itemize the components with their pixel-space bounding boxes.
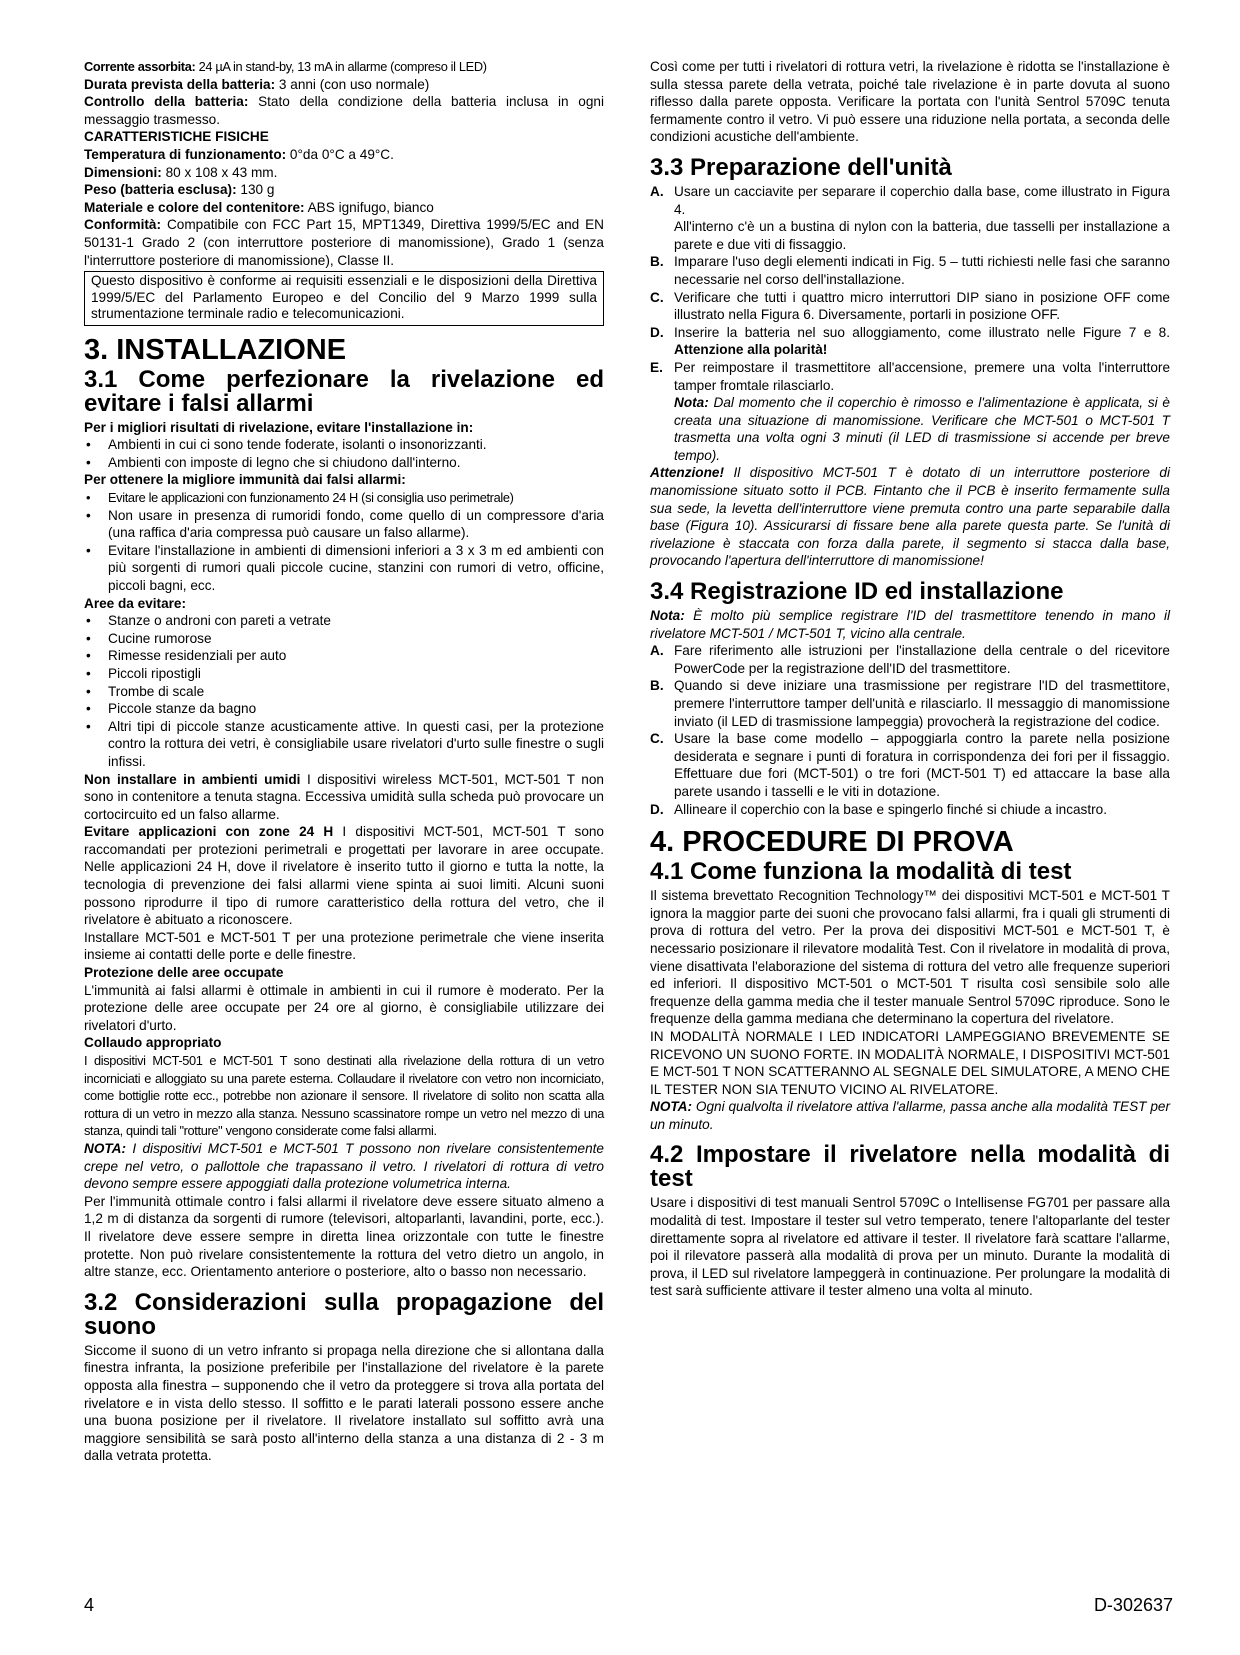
- caps-paragraph: IN MODALITÀ NORMALE I LED INDICATORI LAMPEGGIANO BREVEMENTE SE RICEVONO UN SUONO FORTE. IN MODALITÀ NORMALE, I DISPOSITIVI MCT-501 E MCT-501 T NON SCATTERANNO AL SEGNALE DEL SIMULATORE, A MENO CHE IL TESTER NON SIA TENUTO VICINO AL RIVELATORE.: [650, 1028, 1170, 1097]
- zones-paragraph: Evitare applicazioni con zone 24 H I dispositivi MCT-501, MCT-501 T sono raccomandati per protezioni perimetrali e progettati per lavorare in aree occupate. Nelle applicazioni 24 H, dove il rivelatore è inserito tutto il giorno e tutta la notte, la tecnologia di prevenzione dei falsi allarmi viene spinta ai suoi limiti. Alcuni suoni possono riprodurre il tipo di rumore caratteristico della rottura del vetro, che il rivelatore è abituato a riconoscere.: [84, 824, 604, 928]
- list-item: D. Inserire la batteria nel suo alloggiamento, come illustrato nelle Figure 7 e 8. Attenzione alla polarità!: [650, 324, 1170, 358]
- list-item: • Ambienti in cui ci sono tende foderate, isolanti o insonorizzanti.: [84, 436, 604, 454]
- list-item: • Altri tipi di piccole stanze acusticamente attive. In questi casi, per la protezione contro la rottura dei vetri, è consigliabile usare rivelatori d'urto sulle finestre o sugli infissi.: [84, 718, 604, 771]
- heading-procedure: 4. PROCEDURE DI PROVA: [650, 826, 1014, 859]
- list-item: D. Allineare il coperchio con la base e spingerlo finché si chiude a incastro.: [650, 801, 1107, 817]
- areas-list: [84, 612, 604, 770]
- areas-title: Aree da evitare:: [84, 595, 187, 611]
- spec-conformity: Conformità: Compatibile con FCC Part 15, MPT1349, Direttiva 1999/5/EC and EN 50131-1 Grado 2 (con interruttore posteriore di manomissione), Grado 1 (senza l'interruttore posteriore di manomissione), Classe II.: [84, 217, 604, 268]
- heading-installazione: 3. INSTALLAZIONE: [84, 333, 347, 366]
- avoid-title: Per i migliori risultati di rivelazione, evitare l'installazione in:: [84, 419, 474, 435]
- list-item: • Stanze o androni con pareti a vetrate: [84, 612, 604, 630]
- occupied-paragraph: L'immunità ai falsi allarmi è ottimale in ambienti in cui il rumore è moderato. Per la protezione delle aree occupate per 24 ore al giorno, è consigliabile utilizzare dei rivelatori d'urto.: [84, 982, 604, 1033]
- nota2-paragraph: NOTA: Ogni qualvolta il rivelatore attiva l'allarme, passa anche alla modalità TEST per un minuto.: [650, 1099, 1170, 1132]
- occupied-title: Protezione delle aree occupate: [84, 965, 284, 981]
- heading-3-2: 3.2 Considerazioni sulla propagazione del suono: [84, 1288, 604, 1340]
- physical-title: CARATTERISTICHE FISICHE: [84, 129, 269, 145]
- list-item: • Evitare le applicazioni con funzionamento 24 H (si consiglia uso perimetrale): [84, 489, 604, 507]
- spec-battery-life: Durata prevista della batteria: 3 anni (con uso normale): [84, 76, 430, 92]
- list-item: A. Fare riferimento alle istruzioni per l'installazione della centrale o del ricevitore PowerCode per la registrazione dell'ID del trasmettitore.: [650, 643, 1170, 676]
- left-column: [84, 58, 604, 1465]
- heading-3-1: 3.1 Come perfezionare la rivelazione ed evitare i falsi allarmi: [84, 365, 604, 417]
- humid-paragraph: Non installare in ambienti umidi I dispositivi wireless MCT-501, MCT-501 T non sono in contenitore a tenuta stagna. Eccessiva umidità sulla scheda può provocare un cortocircuito ed un falso allarme.: [84, 771, 604, 822]
- nota-paragraph: NOTA: I dispositivi MCT-501 e MCT-501 T possono non rivelare consistentemente crepe nel vetro, o pallottole che trapassano il vetro. I rivelatori di rottura di vetro devono sempre essere appoggiati dalla protezione volumetrica interna.: [84, 1140, 604, 1192]
- list-item: • Rimesse residenziali per auto: [84, 647, 604, 665]
- sound-paragraph: Siccome il suono di un vetro infranto si propaga nella direzione che si allontana dalla finestra infranta, la posizione preferibile per l'installazione del rivelatore è la parete opposta alla finestra – supponendo che il vetro da proteggere si trova alla portata del rivelatore e in vista dello stesso. Il soffitto e le parati laterali possono essere anche una buona posizione per il rivelatore. Il rivelatore installato sul soffitto avrà una maggiore sensibilità se sarà posto all'interno della stanza a una distanza di 2 - 3 m dalla vetrata protetta.: [84, 1342, 604, 1464]
- list-item: • Piccoli ripostigli: [84, 665, 604, 683]
- test-paragraph: I dispositivi MCT-501 e MCT-501 T sono destinati alla rivelazione della rottura di un vetro incorniciati e alloggiato su una parete esterna. Collaudare il rivelatore con vetro non incorniciato, come bottiglie rotte ecc., potrebbe non azionare il sensore. Il rivelatore di solito non scatta alla rottura di un vetro in mezzo alla stanza. Nessuno scassinatore rompe un vetro nel mezzo di una stanza, quindi tali "rotture" vengono considerate come falsi allarmi.: [84, 1053, 604, 1139]
- preparation-list: [650, 183, 1170, 465]
- intro-paragraph: Così come per tutti i rivelatori di rottura vetri, la rivelazione è ridotta se l'installazione è sulla stessa parete della vetrata, poiché tale rivelazione è in parte dovuta al suono riflesso dalla parete opposta. Verificare la portata con l'unità Sentrol 5709C tenuta fermamente contro il vetro. Vi può essere una riduzione nella portata, a seconda delle condizioni acustiche dell'ambiente.: [650, 59, 1170, 145]
- spec-battery-check: Controllo della batteria: Stato della condizione della batteria inclusa in ogni messaggio trasmesso.: [84, 94, 604, 127]
- spec-material: Materiale e colore del contenitore: ABS ignifugo, bianco: [84, 199, 434, 215]
- test-mode-paragraph: Il sistema brevettato Recognition Technology™ dei dispositivi MCT-501 e MCT-501 T ignora la maggior parte dei suoni che provocano falsi allarmi, fra i quali gli strumenti di prova di rottura del vetro. Per la prova dei dispositivi MCT-501 e MCT-501 T, è necessario posizionare il rilevatore modalità Test. Con il rivelatore in modalità di prova, viene disattivata l'elaborazione del sistema di rottura del vetro alle frequenze superiori ed inferiori. Il dispositivo MCT-501 o MCT-501 T risulta così sensibile solo alle frequenze della gamma media che il tester manuale Sentrol 5709C riproduce. Sono le frequenze della gamma mediana che determinano la copertura del rivelatore.: [650, 888, 1170, 1027]
- test-title: Collaudo appropriato: [84, 1035, 222, 1051]
- list-item: B. Quando si deve iniziare una trasmissione per registrare l'ID del trasmettitore, premere l'interruttore tamper dell'unità e rilasciarlo. Il messaggio di manomissione inviato (il LED di trasmissione lampeggia) provocherà la registrazione del codice.: [650, 678, 1170, 729]
- registration-list: [650, 642, 1170, 818]
- list-item: C. Usare la base come modello – appoggiarla contro la parete nella posizione desiderata e segnare i punti di foratura in corrispondenza dei fori per il fissaggio. Effettuare due fori (MCT-501) o tre fori (MCT-501 T) ed attaccare la base alla parete usando i tasselli e le viti in dotazione.: [650, 731, 1170, 799]
- spec-weight: Peso (batteria esclusa): 130 g: [84, 182, 275, 198]
- immunity-paragraph: Per l'immunità ottimale contro i falsi allarmi il rivelatore deve essere situato almeno a 1,2 m di distanza da sorgenti di rumore (televisori, altoparlanti, lavandini, porte, ecc.). Il rivelatore deve essere sempre in diretta linea orizzontale con tutte le finestre protette. Non può rivelare consistentemente la rottura del vetro dietro un angolo, in altre stanze, ecc. Orientamento anteriore o posteriore, alto o basso non necessario.: [84, 1193, 604, 1280]
- set-test-paragraph: Usare i dispositivi di test manuali Sentrol 5709C o Intellisense FG701 per passare alla modalità di test. Impostare il tester sul vetro temperato, tenere l'altoparlante del tester direttamente sopra al rivelatore ed attivare il tester. Il rivelatore farà scattare l'allarme, poi il rilevatore passerà alla modalità di prova per un minuto. Durante la modalità di prova, il LED sul rivelatore lampeggerà in continuazione. Per prolungare la modalità di test sarà sufficiente attivare il tester almeno una volta al minuto.: [650, 1195, 1170, 1299]
- heading-4-1: 4.1 Come funziona la modalità di test: [650, 858, 1072, 886]
- list-item: • Piccole stanze da bagno: [84, 700, 604, 718]
- spec-current: Corrente assorbita: 24 µA in stand-by, 13 mA in allarme (compreso il LED): [84, 59, 487, 74]
- list-item: C. Verificare che tutti i quattro micro interruttori DIP siano in posizione OFF come illustrato nella Figura 6. Diversamente, portarli in posizione OFF.: [650, 289, 1170, 323]
- list-item: A. Usare un cacciavite per separare il coperchio dalla base, come illustrato in Figura 4. All'interno c'è un a bustina di nylon con la batteria, due tasselli per installazione a parete e due viti di fissaggio.: [650, 183, 1170, 252]
- avoid-list: [84, 436, 604, 471]
- heading-3-3: 3.3 Preparazione dell'unità: [650, 153, 952, 181]
- heading-3-4: 3.4 Registrazione ID ed installazione: [650, 578, 1064, 606]
- list-item: • Evitare l'installazione in ambienti di dimensioni inferiori a 3 x 3 m ed ambienti con più sorgenti di rumori quali piccole cucine, stanzini con rumori di vetro, officine, piccoli bagni, ecc.: [84, 542, 604, 595]
- list-item: E. Per reimpostare il trasmettitore all'accensione, premere una volta l'interruttore tamper fromtale rilasciarlo. Nota: Dal momento che il coperchio è rimosso e l'alimentazione è applicata, si è creata una situazione di manomissione. Verificare che MCT-501 o MCT-501 T trasmetta una volta ogni 3 minuti (il LED di trasmissione si accende per breve tempo).: [650, 359, 1170, 463]
- list-item: B. Imparare l'uso degli elementi indicati in Fig. 5 – tutti richiesti nelle fasi che saranno necessarie nel corso dell'installazione.: [650, 254, 1170, 287]
- attention-paragraph: Attenzione! Il dispositivo MCT-501 T è dotato di un interruttore posteriore di manomissione situato sotto il PCB. Fintanto che il PCB è inserito fermamente sulla sua sede, la levetta dell'interruttore viene premuta contro una parte separabile dalla base (Figura 10). Assicurarsi di fissare bene alla parete questa parte. Se l'unità di rivelazione è staccata con forza dalla parete, il segmento si stacca dalla base, provocando l'apertura dell'interruttore di manomissione!: [650, 465, 1170, 569]
- immunity-list: [84, 489, 604, 595]
- document-code: D-302637: [1093, 1595, 1173, 1615]
- spec-temperature: Temperatura di funzionamento: 0°da 0°C a 49°C.: [84, 146, 394, 162]
- list-item: • Ambienti con imposte di legno che si chiudono dall'interno.: [84, 454, 604, 472]
- list-item: • Trombe di scale: [84, 683, 604, 701]
- immunity-title: Per ottenere la migliore immunità dai falsi allarmi:: [84, 472, 406, 488]
- heading-4-2: 4.2 Impostare il rivelatore nella modalità di test: [650, 1141, 1170, 1193]
- registration-note: Nota: È molto più semplice registrare l'ID del trasmettitore tenendo in mano il rivelatore MCT-501 / MCT-501 T, vicino alla centrale.: [650, 608, 1170, 641]
- spec-dimensions: Dimensioni: 80 x 108 x 43 mm.: [84, 164, 278, 180]
- install-paragraph: Installare MCT-501 e MCT-501 T per una protezione perimetrale che viene inserita insieme ai contatti delle porte e delle finestre.: [84, 929, 604, 963]
- list-item: • Cucine rumorose: [84, 630, 604, 648]
- right-column: [650, 58, 1170, 1300]
- compliance-notice-box: Questo dispositivo è conforme ai requisiti essenziali e le disposizioni della Direttiva 1999/5/EC del Parlamento Europeo e del Concilio del 9 Marzo 1999 sulla strumentazione terminale radio e telecomunicazioni.: [84, 271, 604, 326]
- list-item: • Non usare in presenza di rumoridi fondo, come quello di un compressore d'aria (una raffica d'aria compressa può causare un falso allarme).: [84, 507, 604, 542]
- page-number: 4: [84, 1595, 95, 1615]
